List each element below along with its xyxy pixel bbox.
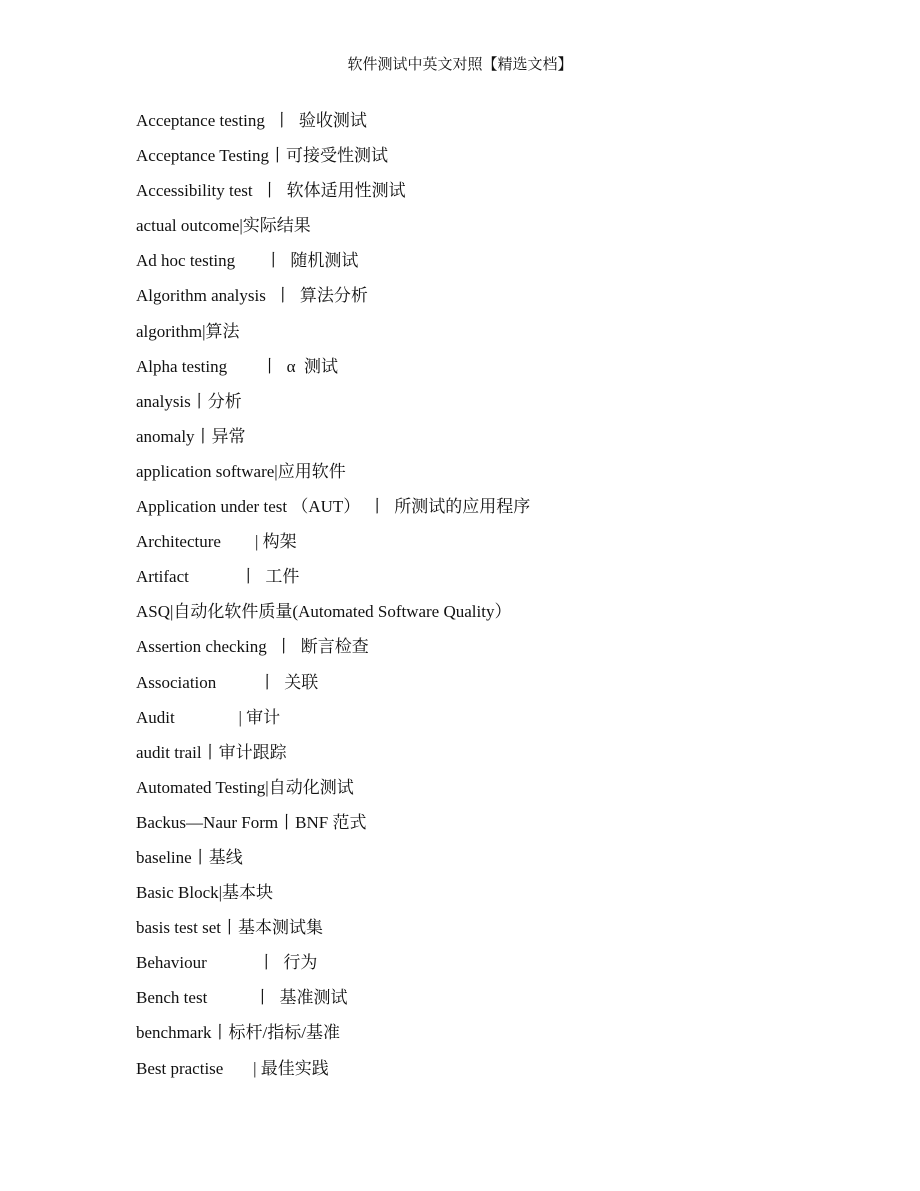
glossary-entry: anomaly丨异常	[136, 426, 246, 446]
glossary-entry: audit trail丨审计跟踪	[136, 742, 287, 762]
glossary-entry: Association 丨 关联	[136, 672, 319, 692]
glossary-entry: Ad hoc testing 丨 随机测试	[136, 251, 359, 271]
glossary-entry: algorithm|算法	[136, 321, 240, 341]
glossary-entry: Bench test 丨 基准测试	[136, 988, 348, 1008]
glossary-entry: Backus—Naur Form丨BNF 范式	[136, 812, 367, 832]
glossary-entry: Best practise | 最佳实践	[136, 1058, 329, 1078]
glossary-entry: Assertion checking 丨 断言检查	[136, 637, 369, 657]
glossary-entry: analysis丨分析	[136, 391, 242, 411]
page-title: 软件测试中英文对照【精选文档】	[347, 57, 573, 73]
glossary-entry: Acceptance testing 丨 验收测试	[136, 111, 367, 130]
glossary-entry: application software|应用软件	[136, 461, 346, 481]
glossary-entry: Behaviour 丨 行为	[136, 953, 318, 973]
glossary-entry: benchmark丨标杆/指标/基准	[136, 1023, 340, 1043]
glossary-entry: basis test set丨基本测试集	[136, 918, 323, 938]
glossary-entry: Automated Testing|自动化测试	[136, 777, 354, 797]
glossary-entry: Basic Block|基本块	[136, 883, 274, 903]
glossary-entry: Audit | 审计	[136, 707, 281, 727]
glossary-list	[136, 108, 836, 1091]
glossary-entry: Architecture | 构架	[136, 532, 297, 552]
glossary-entry: Accessibility test 丨 软体适用性测试	[136, 181, 406, 201]
glossary-entry: actual outcome|实际结果	[136, 216, 311, 236]
glossary-entry: Alpha testing 丨 α 测试	[136, 356, 339, 376]
glossary-entry: Artifact 丨 工件	[136, 567, 300, 587]
glossary-entry: baseline丨基线	[136, 847, 243, 867]
glossary-entry: Algorithm analysis 丨 算法分析	[136, 286, 368, 306]
glossary-entry: ASQ|自动化软件质量(Automated Software Quality）	[136, 602, 512, 622]
glossary-entry: Acceptance Testing丨可接受性测试	[136, 146, 389, 166]
glossary-entry: Application under test （AUT） 丨 所测试的应用程序	[136, 497, 531, 517]
